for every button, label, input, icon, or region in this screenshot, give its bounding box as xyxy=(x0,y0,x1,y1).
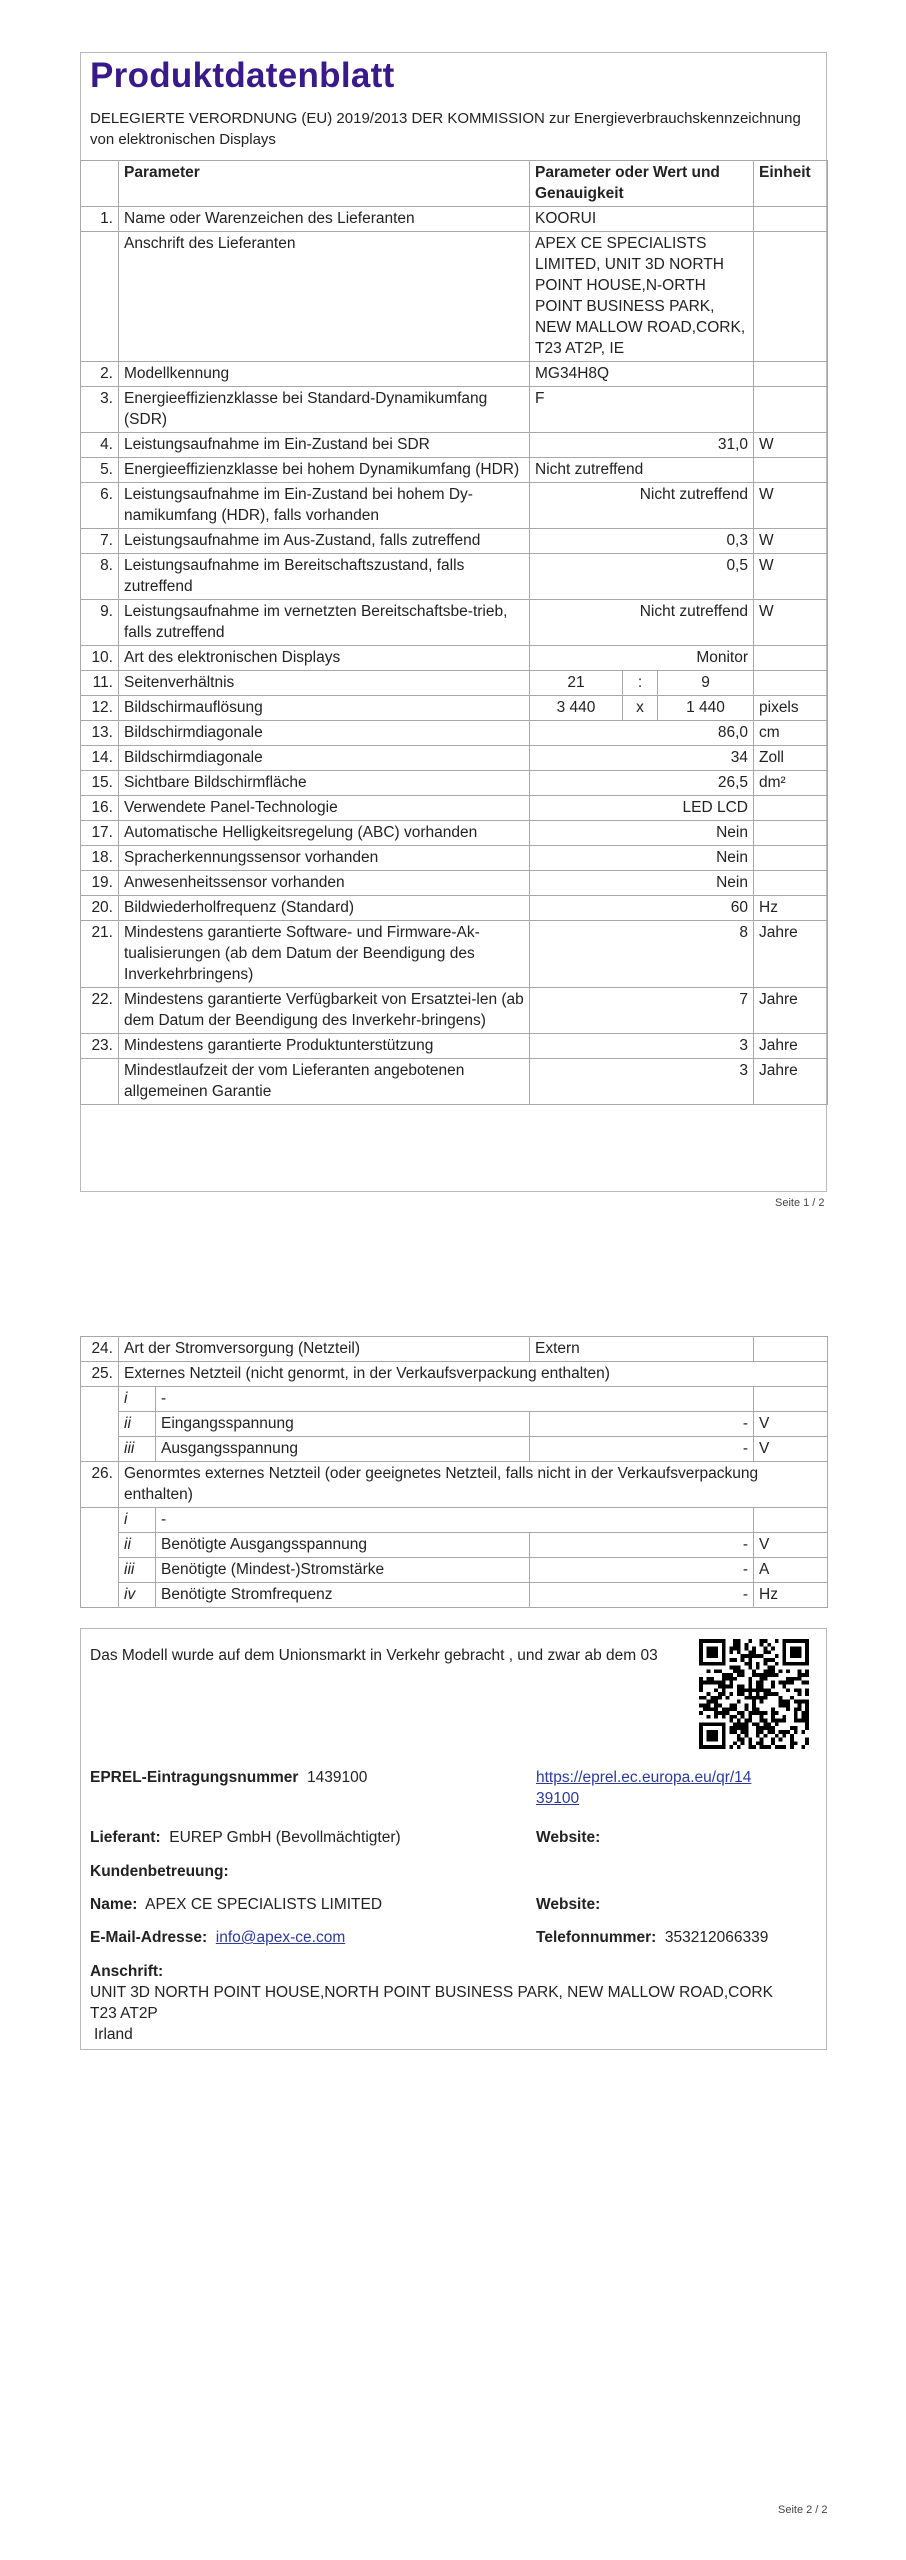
website-label: Website: xyxy=(536,1829,601,1846)
row-value-sep: : xyxy=(623,671,658,696)
table-row xyxy=(81,232,828,362)
row-value-1: 3 440 xyxy=(530,696,623,721)
row-value: Nein xyxy=(530,821,754,846)
table-row xyxy=(81,433,828,458)
phone-label: Telefonnummer: xyxy=(536,1929,657,1946)
row-number: 23. xyxy=(81,1034,119,1059)
row-value: F xyxy=(530,387,754,433)
table-row: 24. Art der Stromversorgung (Netzteil) Extern xyxy=(81,1337,828,1362)
row-parameter: Leistungsaufnahme im Ein-Zustand bei SDR xyxy=(119,433,530,458)
row-value: Nein xyxy=(530,846,754,871)
row-unit xyxy=(754,796,828,821)
table-row xyxy=(81,696,828,721)
row-unit xyxy=(754,821,828,846)
table-row xyxy=(81,529,828,554)
table-row xyxy=(81,846,828,871)
table-row xyxy=(81,1034,828,1059)
row-unit: dm² xyxy=(754,771,828,796)
page-2 xyxy=(0,1250,906,2560)
row-unit: cm xyxy=(754,721,828,746)
row-unit xyxy=(754,232,828,362)
row-number: 7. xyxy=(81,529,119,554)
power-supply-table xyxy=(80,1336,828,1608)
row-parameter: Bildschirmdiagonale xyxy=(119,721,530,746)
row-parameter: Anschrift des Lieferanten xyxy=(119,232,530,362)
row-unit: Jahre xyxy=(754,921,828,988)
row-unit xyxy=(754,387,828,433)
row-parameter: Leistungsaufnahme im vernetzten Bereitschaftsbe-trieb, falls zutreffend xyxy=(119,600,530,646)
row-value: Monitor xyxy=(530,646,754,671)
row-parameter: Energieeffizienzklasse bei hohem Dynamikumfang (HDR) xyxy=(119,458,530,483)
eprel-label: EPREL-Eintragungsnummer xyxy=(90,1769,299,1786)
row-value-1: 21 xyxy=(530,671,623,696)
page-number: Seite 2 / 2 xyxy=(778,2504,828,2516)
header-parameter: Parameter xyxy=(119,161,530,207)
row-unit: pixels xyxy=(754,696,828,721)
row-parameter: Mindestens garantierte Produktunterstützung xyxy=(119,1034,530,1059)
row-value: 0,5 xyxy=(530,554,754,600)
table-row xyxy=(81,721,828,746)
supplier-info-box xyxy=(80,1628,827,2050)
row-unit xyxy=(754,671,828,696)
row-number xyxy=(81,1059,119,1105)
row-value: 0,3 xyxy=(530,529,754,554)
row-number: 17. xyxy=(81,821,119,846)
table-row-sub: iii Benötigte (Mindest-)Stromstärke - A xyxy=(81,1558,828,1583)
row-number: 14. xyxy=(81,746,119,771)
row-unit xyxy=(754,871,828,896)
table-row-sub: ii Benötigte Ausgangsspannung - V xyxy=(81,1533,828,1558)
table-row-sub: i - xyxy=(81,1508,828,1533)
row-value: 31,0 xyxy=(530,433,754,458)
row-parameter: Mindestlaufzeit der vom Lieferanten angebotenen allgemeinen Garantie xyxy=(119,1059,530,1105)
header-value: Parameter oder Wert und Genauigkeit xyxy=(530,161,754,207)
row-number: 12. xyxy=(81,696,119,721)
row-unit: Hz xyxy=(754,896,828,921)
row-parameter: Sichtbare Bildschirmfläche xyxy=(119,771,530,796)
row-value: 3 xyxy=(530,1059,754,1105)
row-parameter: Anwesenheitssensor vorhanden xyxy=(119,871,530,896)
row-number: 10. xyxy=(81,646,119,671)
row-unit: W xyxy=(754,483,828,529)
page-1 xyxy=(0,0,906,1250)
table-row-sub: i - xyxy=(81,1387,828,1412)
row-parameter: Mindestens garantierte Verfügbarkeit von Ersatztei-len (ab dem Datum der Beendigung des Inverkehr-bringens) xyxy=(119,988,530,1034)
table-row-sub: iii Ausgangsspannung - V xyxy=(81,1437,828,1462)
table-row xyxy=(81,821,828,846)
table-row xyxy=(81,796,828,821)
row-number: 22. xyxy=(81,988,119,1034)
row-number: 18. xyxy=(81,846,119,871)
row-number: 6. xyxy=(81,483,119,529)
market-date-text: Das Modell wurde auf dem Unionsmarkt in Verkehr gebracht , und zwar ab dem 03 xyxy=(90,1647,658,1664)
row-value: MG34H8Q xyxy=(530,362,754,387)
table-row xyxy=(81,646,828,671)
row-parameter: Art des elektronischen Displays xyxy=(119,646,530,671)
spec-table xyxy=(80,160,828,1105)
table-row xyxy=(81,871,828,896)
row-parameter: Leistungsaufnahme im Aus-Zustand, falls zutreffend xyxy=(119,529,530,554)
row-value: 34 xyxy=(530,746,754,771)
table-row xyxy=(81,458,828,483)
row-number: 15. xyxy=(81,771,119,796)
row-parameter: Leistungsaufnahme im Ein-Zustand bei hohem Dy-namikumfang (HDR), falls vorhanden xyxy=(119,483,530,529)
row-number: 21. xyxy=(81,921,119,988)
table-row-sub: ii Eingangsspannung - V xyxy=(81,1412,828,1437)
row-unit xyxy=(754,362,828,387)
row-value-sep: x xyxy=(623,696,658,721)
row-value: 3 xyxy=(530,1034,754,1059)
row-unit xyxy=(754,207,828,232)
email-link[interactable]: info@apex-ce.com xyxy=(215,1929,346,1946)
website2-label: Website: xyxy=(536,1896,601,1913)
row-value-2: 9 xyxy=(658,671,754,696)
row-parameter: Bildwiederholfrequenz (Standard) xyxy=(119,896,530,921)
eprel-link[interactable]: https://eprel.ec.europa.eu/qr/14 39100 xyxy=(536,1769,752,1807)
row-number: 4. xyxy=(81,433,119,458)
table-row xyxy=(81,771,828,796)
row-value: 7 xyxy=(530,988,754,1034)
eprel-number: 1439100 xyxy=(307,1769,368,1786)
row-number: 8. xyxy=(81,554,119,600)
row-number: 16. xyxy=(81,796,119,821)
row-number: 3. xyxy=(81,387,119,433)
row-parameter: Mindestens garantierte Software- und Firmware-Ak-tualisierungen (ab dem Datum der Beendigung des Inverkehrbringens) xyxy=(119,921,530,988)
table-row-sub: iv Benötigte Stromfrequenz - Hz xyxy=(81,1583,828,1608)
table-row xyxy=(81,746,828,771)
row-unit xyxy=(754,646,828,671)
table-row xyxy=(81,387,828,433)
supplier-label: Lieferant: xyxy=(90,1829,161,1846)
row-number: 5. xyxy=(81,458,119,483)
table-row xyxy=(81,483,828,529)
name-label: Name: xyxy=(90,1896,138,1913)
row-number: 1. xyxy=(81,207,119,232)
row-unit: W xyxy=(754,554,828,600)
row-unit: Jahre xyxy=(754,1059,828,1105)
header-unit: Einheit xyxy=(754,161,828,207)
table-row xyxy=(81,1059,828,1105)
page-number: Seite 1 / 2 xyxy=(775,1197,825,1209)
page-subtitle: DELEGIERTE VERORDNUNG (EU) 2019/2013 DER KOMMISSION zur Energieverbrauchskennzeichnung von elektronischen Displays xyxy=(90,110,801,148)
row-value: Nicht zutreffend xyxy=(530,600,754,646)
table-row xyxy=(81,921,828,988)
row-number: 19. xyxy=(81,871,119,896)
row-parameter: Name oder Warenzeichen des Lieferanten xyxy=(119,207,530,232)
table-row xyxy=(81,988,828,1034)
row-number: 20. xyxy=(81,896,119,921)
row-parameter: Spracherkennungssensor vorhanden xyxy=(119,846,530,871)
phone-value: 353212066339 xyxy=(664,1929,769,1946)
row-value: APEX CE SPECIALISTS LIMITED, UNIT 3D NORTH POINT HOUSE,N-ORTH POINT BUSINESS PARK, NEW MALLOW ROAD,CORK, T23 AT2P, IE xyxy=(530,232,754,362)
table-row: 26. Genormtes externes Netzteil (oder geeignetes Netzteil, falls nicht in der Verkaufsverpackung enthalten) xyxy=(81,1462,828,1508)
row-unit: W xyxy=(754,529,828,554)
name-value: APEX CE SPECIALISTS LIMITED xyxy=(145,1896,383,1913)
row-unit xyxy=(754,458,828,483)
row-parameter: Leistungsaufnahme im Bereitschaftszustand, falls zutreffend xyxy=(119,554,530,600)
page-title: Produktdatenblatt xyxy=(90,56,395,95)
row-parameter: Bildschirmauflösung xyxy=(119,696,530,721)
row-unit: W xyxy=(754,433,828,458)
row-parameter: Energieeffizienzklasse bei Standard-Dynamikumfang (SDR) xyxy=(119,387,530,433)
row-unit xyxy=(754,846,828,871)
row-unit: Zoll xyxy=(754,746,828,771)
row-value: Nicht zutreffend xyxy=(530,458,754,483)
row-unit: W xyxy=(754,600,828,646)
row-number: 2. xyxy=(81,362,119,387)
qr-code-icon xyxy=(699,1639,809,1749)
row-value: Nicht zutreffend xyxy=(530,483,754,529)
row-value: Nein xyxy=(530,871,754,896)
row-value: 8 xyxy=(530,921,754,988)
row-number: 11. xyxy=(81,671,119,696)
row-parameter: Bildschirmdiagonale xyxy=(119,746,530,771)
row-value: 86,0 xyxy=(530,721,754,746)
row-parameter: Modellkennung xyxy=(119,362,530,387)
row-value: 26,5 xyxy=(530,771,754,796)
row-parameter: Verwendete Panel-Technologie xyxy=(119,796,530,821)
row-value: 60 xyxy=(530,896,754,921)
table-row xyxy=(81,671,828,696)
row-unit: Jahre xyxy=(754,988,828,1034)
address-line-2: T23 AT2P xyxy=(90,2005,158,2022)
row-number: 9. xyxy=(81,600,119,646)
row-number xyxy=(81,232,119,362)
table-header-row xyxy=(81,161,828,207)
row-unit: Jahre xyxy=(754,1034,828,1059)
table-row xyxy=(81,554,828,600)
address-line-3: Irland xyxy=(94,2026,133,2043)
row-number: 13. xyxy=(81,721,119,746)
row-value: LED LCD xyxy=(530,796,754,821)
table-row xyxy=(81,600,828,646)
table-row: 25. Externes Netzteil (nicht genormt, in der Verkaufsverpackung enthalten) xyxy=(81,1362,828,1387)
supplier-value: EUREP GmbH (Bevollmächtigter) xyxy=(169,1829,401,1846)
table-row xyxy=(81,896,828,921)
address-line-1: UNIT 3D NORTH POINT HOUSE,NORTH POINT BUSINESS PARK, NEW MALLOW ROAD,CORK xyxy=(90,1984,773,2001)
row-value: KOORUI xyxy=(530,207,754,232)
row-value-2: 1 440 xyxy=(658,696,754,721)
table-row xyxy=(81,207,828,232)
table-row xyxy=(81,362,828,387)
email-label: E-Mail-Adresse: xyxy=(90,1929,208,1946)
row-parameter: Seitenverhältnis xyxy=(119,671,530,696)
address-label: Anschrift: xyxy=(90,1963,164,1980)
row-parameter: Automatische Helligkeitsregelung (ABC) vorhanden xyxy=(119,821,530,846)
support-label: Kundenbetreuung: xyxy=(90,1863,229,1880)
